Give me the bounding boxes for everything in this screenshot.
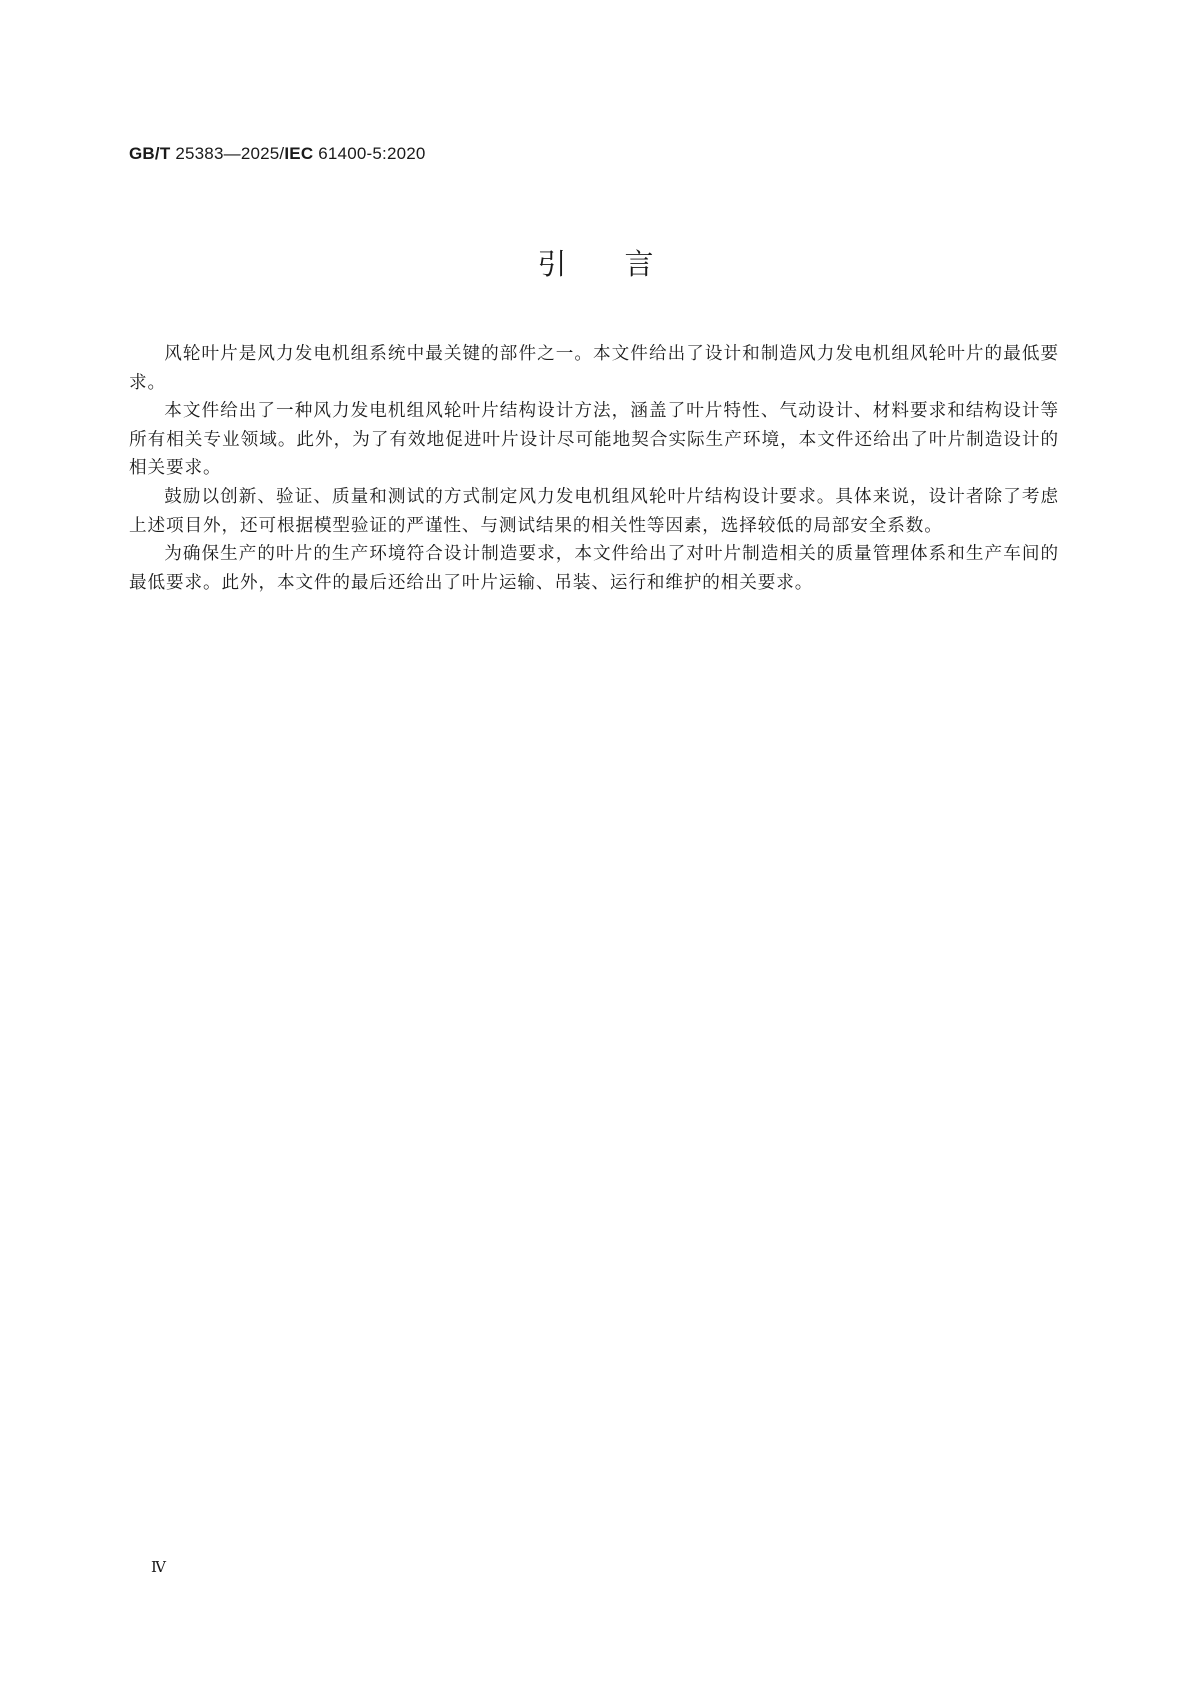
standard-iec-number: 61400-5:2020 [313,144,426,163]
paragraph-3: 鼓励以创新、验证、质量和测试的方式制定风力发电机组风轮叶片结构设计要求。具体来说，设计者除了考虑上述项目外，还可根据模型验证的严谨性、与测试结果的相关性等因素，选择较低的局部安全系数。 [129,486,1059,536]
page-number: Ⅳ [151,1558,166,1576]
introduction-body [129,340,1059,597]
standard-iec: IEC [284,144,314,163]
standard-code [129,144,426,164]
paragraph-2: 本文件给出了一种风力发电机组风轮叶片结构设计方法，涵盖了叶片特性、气动设计、材料要求和结构设计等所有相关专业领域。此外，为了有效地促进叶片设计尽可能地契合实际生产环境，本文件还给出了叶片制造设计的相关要求。 [129,401,1059,479]
paragraph-4: 为确保生产的叶片的生产环境符合设计制造要求，本文件给出了对叶片制造相关的质量管理体系和生产车间的最低要求。此外，本文件的最后还给出了叶片运输、吊装、运行和维护的相关要求。 [129,544,1059,593]
page-title: 引言 [537,247,712,281]
paragraph-1: 风轮叶片是风力发电机组系统中最关键的部件之一。本文件给出了设计和制造风力发电机组风轮叶片的最低要求。 [129,344,1059,393]
standard-prefix: GB/T [129,144,171,163]
standard-number: 25383—2025/ [170,144,285,163]
